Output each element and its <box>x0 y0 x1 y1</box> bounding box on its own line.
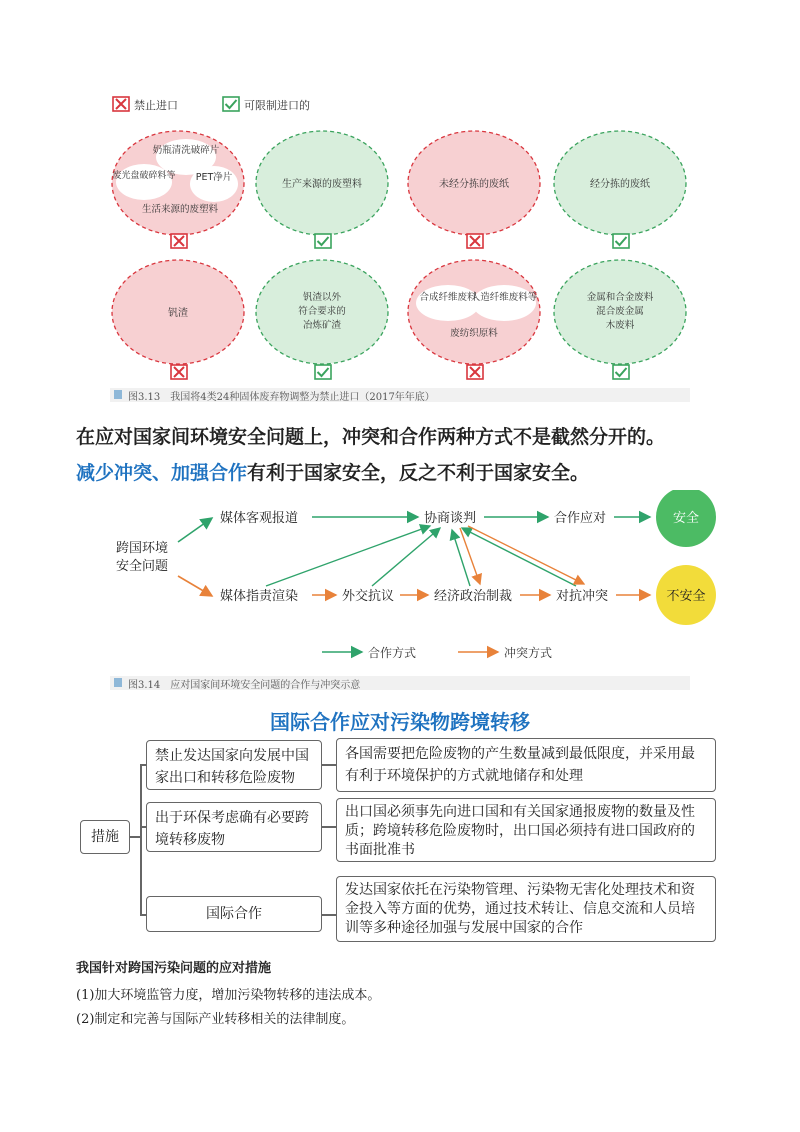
caption-marker <box>114 678 122 687</box>
check-mark-icon <box>222 96 240 112</box>
measure-label-1: 禁止发达国家向发展中国家出口和转移危险废物 <box>146 740 322 790</box>
x-mark-icon <box>170 233 188 249</box>
circle5-text: 钒渣 <box>168 308 188 319</box>
circle7-bottom: 废纺织原料 <box>450 328 498 339</box>
node-safe: 安全 <box>672 511 700 526</box>
circle6-line-3: 冶炼矿渣 <box>302 320 342 331</box>
intro-rest: 有利于国家安全，反之不利于国家安全。 <box>247 462 590 484</box>
arrow-blame-to-negotiation <box>266 526 430 586</box>
legend-coop-label: 合作方式 <box>368 646 417 660</box>
root-measures: 措施 <box>80 820 130 854</box>
node-media-blame: 媒体指责渲染 <box>220 589 299 604</box>
circle8-line-2: 混合废金属 <box>596 306 644 317</box>
arrow-confront-to-negotiation <box>462 528 576 586</box>
node-confront: 对抗冲突 <box>556 589 609 604</box>
node-sanction: 经济政治制裁 <box>434 589 513 604</box>
arrow-protest-to-negotiation <box>372 528 440 586</box>
circle1-bottom: 生活来源的废塑料 <box>141 204 219 215</box>
measure-label-2: 出于环保考虑确有必要跨境转移废物 <box>146 802 322 852</box>
node-media-report: 媒体客观报道 <box>220 511 299 526</box>
start-line-2: 安全问题 <box>115 559 169 574</box>
x-mark-icon <box>112 96 130 112</box>
circle6-line-1: 钒渣以外 <box>302 292 342 303</box>
circle1-item-3: PET净片 <box>195 172 233 183</box>
arrow-negotiation-to-confront <box>468 526 584 584</box>
connector <box>322 826 336 828</box>
connector <box>130 836 140 838</box>
check-mark-icon <box>314 364 332 380</box>
circle2-text: 生产来源的废塑料 <box>282 179 362 190</box>
legend-restricted-label: 可限制进口的 <box>244 99 310 112</box>
connector <box>322 764 336 766</box>
circle4-text: 经分拣的废纸 <box>590 179 650 190</box>
figure-3-14-caption: 图3.14 应对国家间环境安全问题的合作与冲突示意 <box>128 680 361 691</box>
connector <box>322 914 336 916</box>
circle3-text: 未经分拣的废纸 <box>439 179 509 190</box>
measure-label-3: 国际合作 <box>146 896 322 932</box>
start-line-1: 跨国环境 <box>115 541 169 556</box>
response-item-1: (1)加大环境监管力度，增加污染物转移的违法成本。 <box>76 988 381 1003</box>
node-cooperation: 合作应对 <box>554 511 607 526</box>
arrow-start-to-report <box>178 518 212 542</box>
check-mark-icon <box>314 233 332 249</box>
legend-conflict-label: 冲突方式 <box>504 646 553 660</box>
circle6-line-2: 符合要求的 <box>298 306 346 317</box>
figure-3-13-caption: 图3.13 我国将4类24种固体废弃物调整为禁止进口（2017年年底） <box>128 392 435 403</box>
legend-banned-label: 禁止进口 <box>134 99 178 112</box>
measure-detail-2: 出口国必须事先向进口国和有关国家通报废物的数量及性质；跨境转移危险废物时，出口国必须持有进口国政府的书面批准书 <box>336 798 716 862</box>
intro-line-2 <box>76 458 589 485</box>
arrow-start-to-blame <box>178 576 212 596</box>
cooperation-conflict-diagram <box>100 490 720 675</box>
measure-detail-3: 发达国家依托在污染物管理、污染物无害化处理技术和资金投入等方面的优势，通过技术转让、信息交流和人员培训等多种途径加强与发展中国家的合作 <box>336 876 716 942</box>
measure-detail-1: 各国需要把危险废物的产生数量减到最低限度，并采用最有利于环境保护的方式就地储存和处理 <box>336 738 716 792</box>
circle7-item-1: 合成纤维废料 <box>419 292 477 303</box>
circle1-item-2: 废光盘破碎料等 <box>112 171 176 181</box>
arrow-sanction-to-negotiation <box>452 530 470 586</box>
x-mark-icon <box>466 364 484 380</box>
node-unsafe: 不安全 <box>666 589 706 604</box>
intro-line-1: 在应对国家间环境安全问题上，冲突和合作两种方式不是截然分开的。 <box>76 426 666 448</box>
connector <box>140 764 142 914</box>
check-mark-icon <box>612 364 630 380</box>
node-protest: 外交抗议 <box>342 589 395 604</box>
intro-highlight: 减少冲突、加强合作 <box>76 462 248 484</box>
node-negotiation: 协商谈判 <box>424 511 477 526</box>
check-mark-icon <box>612 233 630 249</box>
x-mark-icon <box>170 364 188 380</box>
circle8-line-1: 金属和合金废料 <box>586 292 654 303</box>
response-item-2: (2)制定和完善与国际产业转移相关的法律制度。 <box>76 1012 355 1027</box>
circle8-line-3: 木废料 <box>605 320 635 331</box>
caption-marker <box>114 390 122 399</box>
waste-circles-diagram <box>100 120 700 385</box>
circle1-item-1: 奶瓶清洗破碎片 <box>152 145 220 156</box>
circle7-item-2: 人造纤维废料等 <box>470 292 538 303</box>
response-heading: 我国针对跨国污染问题的应对措施 <box>76 961 272 976</box>
measures-title: 国际合作应对污染物跨境转移 <box>270 710 530 734</box>
x-mark-icon <box>466 233 484 249</box>
